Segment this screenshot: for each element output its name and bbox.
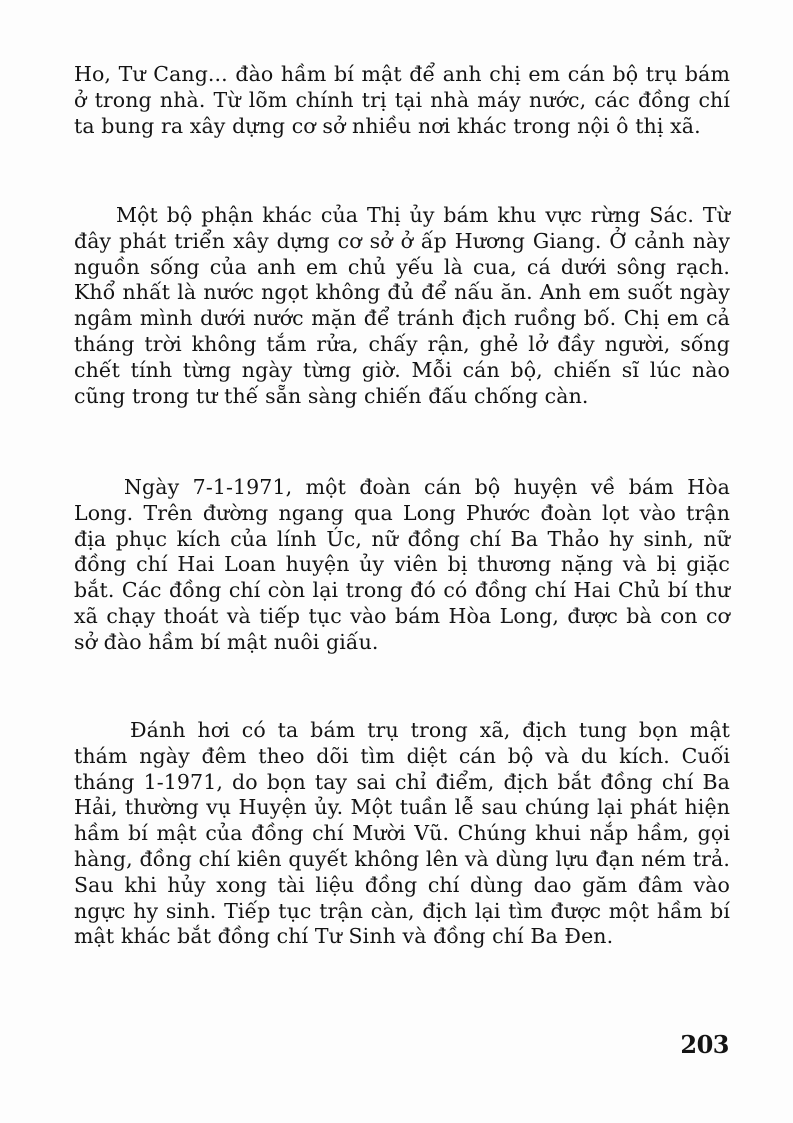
paragraph-3	[74, 475, 730, 656]
page-number: 203	[680, 1030, 729, 1059]
paragraph-4-text: Đánh hơi có ta bám trụ trong xã, địch tung bọn mật thám ngày đêm theo dõi tìm diệt cán bộ và du kích. Cuối tháng 1-1971, do bọn tay sai chỉ điểm, địch bắt đồng chí Ba Hải, thường vụ Huyện ủy. Một tuần lễ sau chúng lại phát hiện hầm bí mật của đồng chí Mười Vũ. Chúng khui nắp hầm, gọi hàng, đồng chí kiên quyết không lên và dùng lựu đạn ném trả. Sau khi hủy xong tài liệu đồng chí dùng dao găm đâm vào ngực hy sinh. Tiếp tục trận càn, địch lại tìm được một hầm bí mật khác bắt đồng chí Tư Sinh và đồng chí Ba Đen.	[74, 718, 730, 949]
paragraph-1	[74, 62, 730, 139]
paragraph-3-text: Ngày 7-1-1971, một đoàn cán bộ huyện về bám Hòa Long. Trên đường ngang qua Long Phước đoàn lọt vào trận địa phục kích của lính Úc, nữ đồng chí Ba Thảo hy sinh, nữ đồng chí Hai Loan huyện ủy viên bị thương nặng và bị giặc bắt. Các đồng chí còn lại trong đó có đồng chí Hai Chủ bí thư xã chạy thoát và tiếp tục vào bám Hòa Long, được bà con cơ sở đào hầm bí mật nuôi giấu.	[74, 475, 730, 654]
paragraph-4	[74, 718, 730, 950]
paragraph-2-text: Một bộ phận khác của Thị ủy bám khu vực rừng Sác. Từ đây phát triển xây dựng cơ sở ở ấp Hương Giang. Ở cảnh này nguồn sống của anh em chủ yếu là cua, cá dưới sông rạch. Khổ nhất là nước ngọt không đủ để nấu ăn. Anh em suốt ngày ngâm mình dưới nước mặn để tránh địch ruồng bố. Chị em cả tháng trời không tắm rửa, chấy rận, ghẻ lở đầy người, sống chết tính từng ngày từng giờ. Mỗi cán bộ, chiến sĩ lúc nào cũng trong tư thế sẵn sàng chiến đấu chống càn.	[74, 203, 730, 408]
paragraph-2	[74, 203, 730, 409]
paragraph-1-text: Ho, Tư Cang... đào hầm bí mật để anh chị em cán bộ trụ bám ở trong nhà. Từ lõm chính trị tại nhà máy nước, các đồng chí ta bung ra xây dựng cơ sở nhiều nơi khác trong nội ô thị xã.	[74, 62, 730, 138]
